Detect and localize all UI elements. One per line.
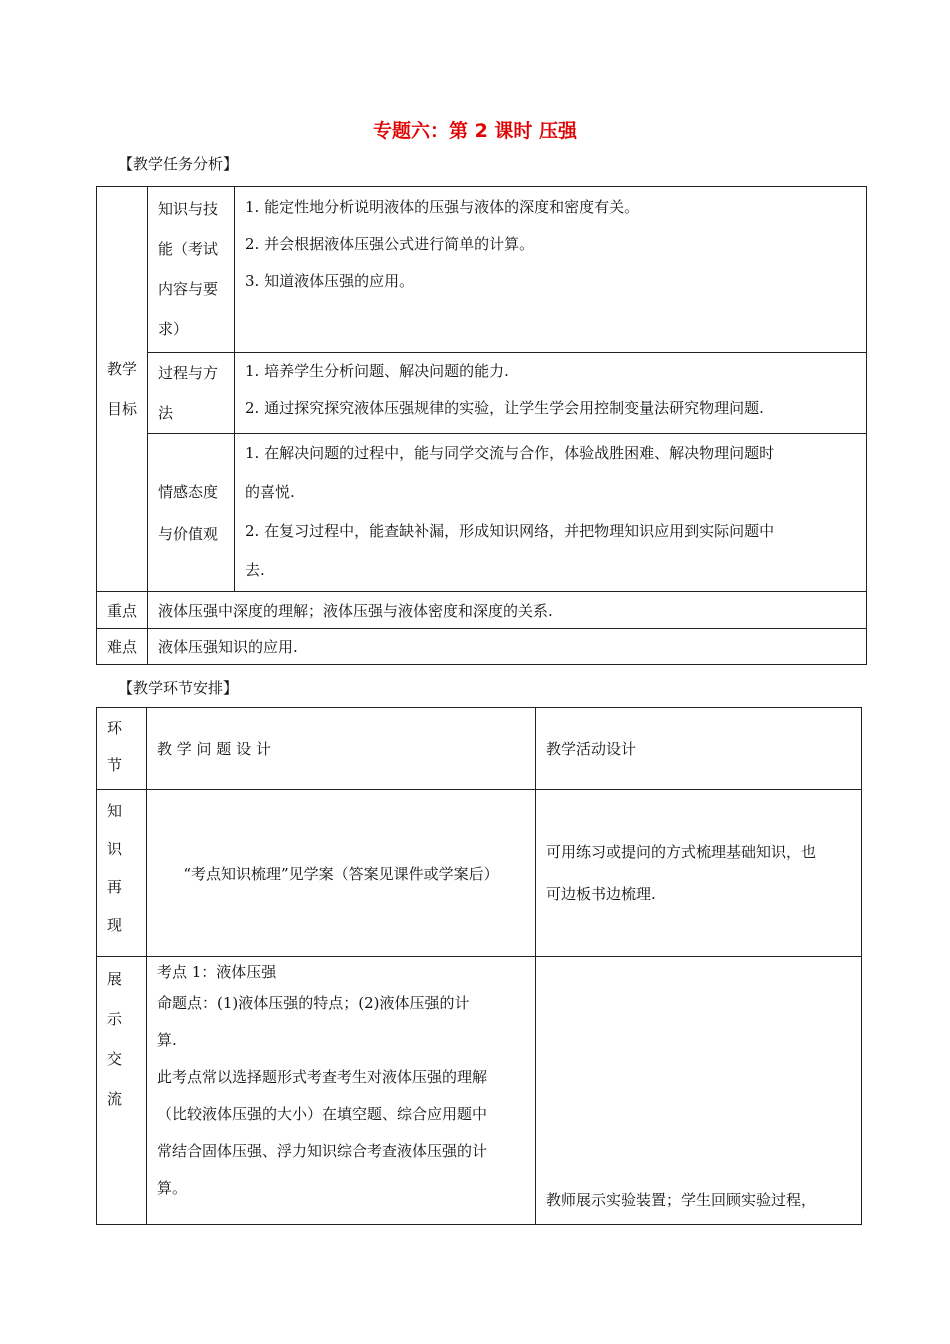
key-point-text: 液体压强中深度的理解；液体压强与液体密度和深度的关系. bbox=[148, 592, 867, 629]
row2-stage-line: 流 bbox=[107, 1090, 123, 1108]
row1-stage-line: 识 bbox=[107, 840, 123, 858]
row2-stage-line: 展 bbox=[107, 970, 123, 988]
page-title: 专题六：第 2 课时 压强 bbox=[372, 120, 578, 142]
difficulty-label: 难点 bbox=[97, 629, 148, 665]
attitude-label-line: 情感态度 bbox=[158, 482, 219, 501]
row2-question-line: 常结合固体压强、浮力知识综合考查液体压强的计 bbox=[157, 1142, 488, 1160]
process-label-cell bbox=[148, 353, 235, 434]
attitude-item: 去. bbox=[245, 561, 265, 579]
process-item: 2. 通过探究探究液体压强规律的实验，让学生学会用控制变量法研究物理问题. bbox=[245, 399, 764, 417]
attitude-item: 的喜悦. bbox=[245, 483, 295, 501]
row2-stage-line: 示 bbox=[107, 1010, 123, 1028]
knowledge-item: 2. 并会根据液体压强公式进行简单的计算。 bbox=[245, 235, 535, 253]
attitude-label-cell bbox=[148, 434, 235, 592]
goals-label-line: 教学 bbox=[106, 360, 137, 378]
process-item: 1. 培养学生分析问题、解决问题的能力. bbox=[245, 362, 509, 380]
arrangement-table bbox=[96, 707, 862, 1225]
process-label-line: 过程与方 bbox=[158, 364, 219, 382]
row1-question: “考点知识梳理”见学案（答案见课件或学案后） bbox=[147, 790, 536, 957]
process-label-line: 法 bbox=[158, 404, 174, 422]
knowledge-label-line: 求） bbox=[158, 320, 189, 338]
difficulty-text: 液体压强知识的应用. bbox=[148, 629, 867, 665]
knowledge-label-line: 知识与技 bbox=[158, 200, 219, 218]
knowledge-label-cell bbox=[148, 187, 235, 353]
row2-stage-cell bbox=[97, 957, 147, 1225]
attitude-item: 2. 在复习过程中，能查缺补漏，形成知识网络，并把物理知识应用到实际问题中 bbox=[245, 522, 775, 540]
row2-question-line: 算. bbox=[157, 1031, 177, 1049]
goals-label-line: 目标 bbox=[106, 400, 137, 418]
header-stage-line: 节 bbox=[107, 756, 123, 774]
row2-question-line: 算。 bbox=[157, 1179, 188, 1197]
row2-question-cell bbox=[147, 957, 536, 1225]
header-stage-cell bbox=[97, 708, 147, 790]
knowledge-content-cell bbox=[235, 187, 867, 353]
row1-activity-line: 可用练习或提问的方式梳理基础知识，也 bbox=[546, 843, 817, 861]
knowledge-label-line: 能（考试 bbox=[158, 240, 219, 258]
task-analysis-table bbox=[96, 186, 867, 665]
attitude-content-cell bbox=[235, 434, 867, 592]
attitude-label-line: 与价值观 bbox=[158, 524, 219, 543]
row2-activity: 教师展示实验装置；学生回顾实验过程， bbox=[536, 957, 862, 1225]
section-heading-arrangement: 【教学环节安排】 bbox=[118, 679, 239, 697]
row1-stage-cell bbox=[97, 790, 147, 957]
row1-stage-line: 知 bbox=[107, 802, 123, 820]
row2-question-line: 此考点常以选择题形式考查考生对液体压强的理解 bbox=[157, 1068, 488, 1086]
process-content-cell bbox=[235, 353, 867, 434]
knowledge-label-line: 内容与要 bbox=[158, 280, 219, 298]
row1-activity-cell bbox=[536, 790, 862, 957]
goals-label-cell bbox=[97, 187, 148, 592]
key-point-label: 重点 bbox=[97, 592, 148, 629]
row1-activity-line: 可边板书边梳理. bbox=[546, 885, 656, 903]
row2-question-line: 考点 1：液体压强 bbox=[157, 963, 277, 981]
row1-stage-line: 现 bbox=[107, 916, 123, 934]
attitude-item: 1. 在解决问题的过程中，能与同学交流与合作，体验战胜困难、解决物理问题时 bbox=[245, 444, 775, 462]
row2-question-line: （比较液体压强的大小）在填空题、综合应用题中 bbox=[157, 1105, 488, 1123]
row1-stage-line: 再 bbox=[107, 878, 123, 896]
header-stage-line: 环 bbox=[107, 719, 123, 737]
header-activity: 教学活动设计 bbox=[536, 708, 862, 790]
knowledge-item: 3. 知道液体压强的应用。 bbox=[245, 272, 415, 290]
header-question: 教 学 问 题 设 计 bbox=[147, 708, 536, 790]
knowledge-item: 1. 能定性地分析说明液体的压强与液体的深度和密度有关。 bbox=[245, 198, 640, 216]
row2-question-line: 命题点：(1)液体压强的特点；(2)液体压强的计 bbox=[157, 994, 470, 1012]
section-heading-task-analysis: 【教学任务分析】 bbox=[118, 155, 239, 173]
row2-stage-line: 交 bbox=[107, 1050, 123, 1068]
